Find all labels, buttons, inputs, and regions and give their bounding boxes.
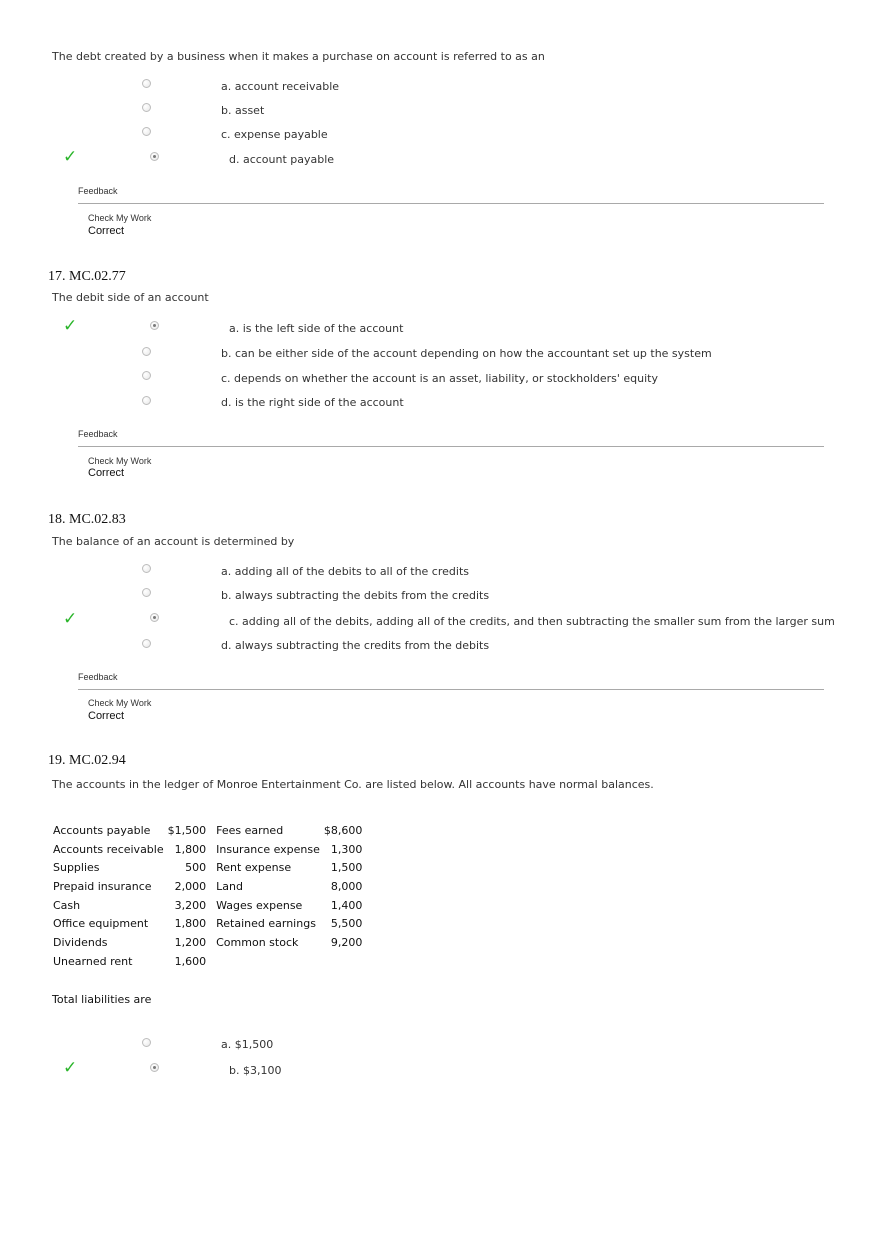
q18-check-my-work[interactable]: Check My Work (88, 698, 152, 708)
ledger-account: Accounts receivable (53, 842, 164, 856)
q16-result: Correct (88, 225, 125, 237)
ledger-account: Rent expense (216, 861, 292, 875)
ledger-account: Retained earnings (216, 917, 316, 931)
ledger-account: Cash (53, 898, 81, 912)
ledger-row (51, 858, 364, 877)
ledger-amount: 5,500 (330, 917, 363, 931)
ledger-amount: $8,600 (323, 823, 363, 837)
ledger-amount: 1,200 (174, 935, 207, 949)
ledger-account: Office equipment (53, 917, 149, 931)
ledger-amount (322, 952, 365, 971)
q17-option-b-radio[interactable] (142, 347, 151, 356)
ledger-table (51, 821, 364, 971)
ledger-account: Fees earned (216, 823, 284, 837)
ledger-account: Common stock (216, 935, 299, 949)
q17-option-d-label[interactable]: d. is the right side of the account (221, 396, 404, 409)
q16-feedback-label: Feedback (78, 186, 118, 196)
q17-option-a-label[interactable]: a. is the left side of the account (229, 322, 404, 335)
ledger-amount: 2,000 (174, 879, 207, 893)
ledger-account: Land (216, 879, 243, 893)
q16-prompt: The debt created by a business when it makes a purchase on account is referred to as an (52, 50, 545, 63)
q16-option-a-label[interactable]: a. account receivable (221, 80, 340, 93)
checkmark-icon: ✓ (63, 1058, 78, 1078)
q18-feedback-divider (78, 689, 824, 690)
ledger-account: Unearned rent (53, 954, 133, 968)
ledger-account: Insurance expense (216, 842, 320, 856)
ledger-amount: 1,800 (174, 917, 207, 931)
ledger-account: Prepaid insurance (53, 879, 152, 893)
q18-option-c-label[interactable]: c. adding all of the debits, adding all of the credits, and then subtracting the smaller sum from the larger sum (229, 615, 835, 628)
ledger-account (208, 952, 322, 971)
q19-question: Total liabilities are (52, 993, 152, 1006)
ledger-amount: 500 (185, 861, 207, 875)
q18-title: 18. MC.02.83 (48, 512, 126, 527)
ledger-row (51, 840, 364, 859)
q19-prompt: The accounts in the ledger of Monroe Entertainment Co. are listed below. All accounts have normal balances. (52, 778, 654, 791)
q16-option-b-label[interactable]: b. asset (221, 104, 265, 117)
ledger-amount: 1,500 (330, 861, 363, 875)
q16-option-a-radio[interactable] (142, 79, 151, 88)
q17-option-c-radio[interactable] (142, 371, 151, 380)
ledger-row (51, 914, 364, 933)
ledger-amount: 1,600 (174, 954, 207, 968)
q17-option-a-radio[interactable] (150, 321, 159, 330)
q19-option-b-radio[interactable] (150, 1063, 159, 1072)
q16-option-b-radio[interactable] (142, 103, 151, 112)
q18-option-a-radio[interactable] (142, 564, 151, 573)
q19-option-a-radio[interactable] (142, 1038, 151, 1047)
ledger-amount: 8,000 (330, 879, 363, 893)
ledger-amount: 9,200 (330, 935, 363, 949)
ledger-account: Supplies (53, 861, 100, 875)
checkmark-icon: ✓ (63, 147, 78, 167)
q18-option-c-radio[interactable] (150, 613, 159, 622)
q18-option-a-label[interactable]: a. adding all of the debits to all of the credits (221, 565, 469, 578)
q16-feedback-divider (78, 203, 824, 204)
q18-feedback-label: Feedback (78, 672, 118, 682)
ledger-row (51, 896, 364, 915)
q19-option-a-label[interactable]: a. $1,500 (221, 1038, 274, 1051)
q16-option-c-radio[interactable] (142, 127, 151, 136)
q16-option-c-label[interactable]: c. expense payable (221, 128, 328, 141)
ledger-row (51, 821, 364, 840)
q17-feedback-divider (78, 446, 824, 447)
ledger-row (51, 877, 364, 896)
q16-option-d-label[interactable]: d. account payable (229, 153, 335, 166)
q19-option-b-label[interactable]: b. $3,100 (229, 1064, 282, 1077)
q16-option-d-radio[interactable] (150, 152, 159, 161)
q18-option-b-radio[interactable] (142, 588, 151, 597)
ledger-account: Wages expense (216, 898, 303, 912)
q17-option-c-label[interactable]: c. depends on whether the account is an asset, liability, or stockholders' equity (221, 372, 659, 385)
q17-prompt: The debit side of an account (52, 291, 209, 304)
q18-result: Correct (88, 710, 125, 722)
q18-option-d-radio[interactable] (142, 639, 151, 648)
q16-check-my-work[interactable]: Check My Work (88, 213, 152, 223)
ledger-amount: 3,200 (174, 898, 207, 912)
checkmark-icon: ✓ (63, 316, 78, 336)
q17-result: Correct (88, 467, 125, 479)
q17-option-b-label[interactable]: b. can be either side of the account depending on how the accountant set up the system (221, 347, 712, 360)
ledger-amount: 1,800 (174, 842, 207, 856)
q17-option-d-radio[interactable] (142, 396, 151, 405)
ledger-amount: 1,400 (330, 898, 363, 912)
q18-prompt: The balance of an account is determined by (52, 535, 295, 548)
q17-feedback-label: Feedback (78, 429, 118, 439)
ledger-row (51, 933, 364, 952)
ledger-account: Accounts payable (53, 823, 151, 837)
q18-option-d-label[interactable]: d. always subtracting the credits from the debits (221, 639, 490, 652)
ledger-amount: 1,300 (330, 842, 363, 856)
q17-title: 17. MC.02.77 (48, 269, 126, 284)
ledger-amount: $1,500 (167, 823, 207, 837)
ledger-account: Dividends (53, 935, 108, 949)
q19-title: 19. MC.02.94 (48, 753, 126, 768)
q18-option-b-label[interactable]: b. always subtracting the debits from the credits (221, 589, 490, 602)
checkmark-icon: ✓ (63, 609, 78, 629)
ledger-row (51, 952, 364, 971)
q17-check-my-work[interactable]: Check My Work (88, 456, 152, 466)
